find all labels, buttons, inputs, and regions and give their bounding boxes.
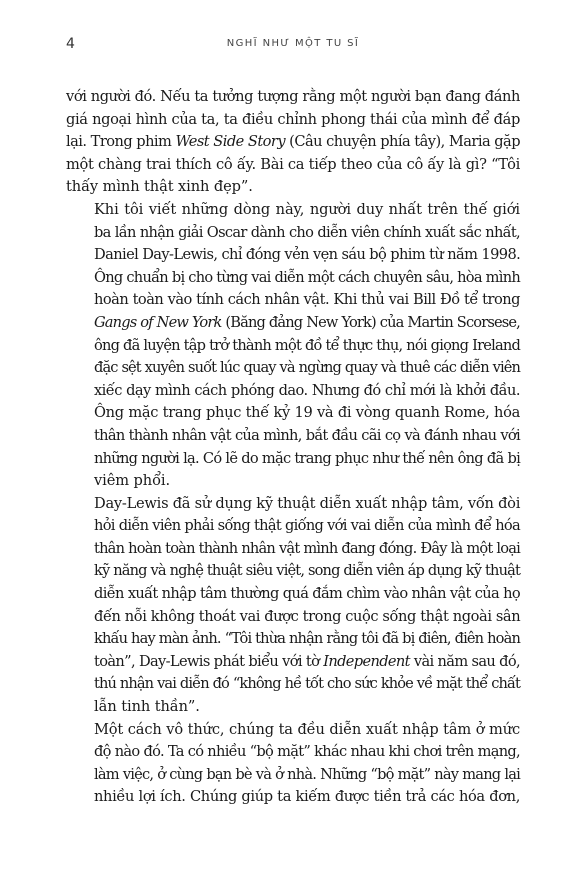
text-line: một chàng trai thích cô ấy. Bài ca tiếp theo của cô ấy là gì? “Tôi [66,155,520,173]
text-line: ba lần nhận giải Oscar dành cho diễn viên chính xuất sắc nhất, [94,223,520,241]
body-text [66,86,520,809]
italic-title: West Side Story [175,133,286,151]
page-header [66,36,520,56]
text-line: lại. Trong phim West Side Story (Câu chuyện phía tây), Maria gặp [66,133,520,151]
text-line: thân thành nhân vật của mình, bắt đầu cãi cọ và đánh nhau với [94,426,520,444]
text-line: Khi tôi viết những dòng này, người duy nhất trên thế giới [94,200,520,218]
text-line: viêm phổi. [94,472,171,490]
running-head: NGHĨ NHƯ MỘT TU SĨ [226,38,360,49]
italic-title: Gangs of New York [94,313,222,331]
italic-title: Independent [323,652,410,670]
text-line: Một cách vô thức, chúng ta đều diễn xuất nhập tâm ở mức [94,720,520,738]
text-line: diễn xuất nhập tâm thường quá đắm chìm vào nhân vật của họ [94,585,520,603]
text-line: ông đã luyện tập trở thành một đồ tể thực thụ, nói giọng Ireland [94,336,520,354]
text-line: làm việc, ở cùng bạn bè và ở nhà. Những “bộ mặt” này mang lại [94,765,520,783]
text-line: Daniel Day-Lewis, chỉ đóng vẻn vẹn sáu bộ phim từ năm 1998. [94,246,521,264]
text-line: toàn”, Day-Lewis phát biểu với tờ Independent vài năm sau đó, [94,652,520,670]
text-line: hỏi diễn viên phải sống thật giống với vai diễn của mình để hóa [94,517,520,535]
text-line: đặc sệt xuyên suốt lúc quay và ngừng quay và thuê các diễn viên [94,359,520,377]
text-line: Ông mặc trang phục thế kỷ 19 và đi vòng quanh Rome, hóa [94,404,520,422]
text-line: độ nào đó. Ta có nhiều “bộ mặt” khác nhau khi chơi trên mạng, [94,743,520,761]
text-line: thú nhận vai diễn đó “không hề tốt cho sức khỏe về mặt thể chất [94,675,520,693]
text-line: thấy mình thật xinh đẹp”. [66,178,253,196]
paragraph [66,86,520,199]
paragraph [66,719,520,809]
page-number: 4 [66,36,75,52]
paragraph [66,199,520,493]
text-line: Gangs of New York (Băng đảng New York) của Martin Scorsese, [94,313,520,331]
text-line: thân hoàn toàn thành nhân vật mình đang đóng. Đây là một loại [94,539,520,557]
text-line: đến nỗi không thoát vai được trong cuộc sống thật ngoài sân [94,607,521,625]
text-line: khấu hay màn ảnh. “Tôi thừa nhận rằng tôi đã bị điên, điên hoàn [94,630,520,648]
text-line: giá ngoại hình của ta, ta điều chỉnh phong thái của mình để đáp [66,110,520,128]
text-line: nhiều lợi ích. Chúng giúp ta kiếm được tiền trả các hóa đơn, [94,788,520,806]
text-line: xiếc dạy mình cách phóng dao. Nhưng đó chỉ mới là khởi đầu. [94,381,520,399]
text-line: Day-Lewis đã sử dụng kỹ thuật diễn xuất nhập tâm, vốn đòi [94,494,521,512]
text-line: lẫn tinh thần”. [94,698,200,716]
text-line: kỹ năng và nghệ thuật siêu việt, song diễn viên áp dụng kỹ thuật [94,562,520,580]
text-line: những người lạ. Có lẽ do mặc trang phục như thế nên ông đã bị [94,449,520,467]
text-line: hoàn toàn vào tính cách nhân vật. Khi thủ vai Bill Đồ tể trong [94,291,520,309]
text-line: Ông chuẩn bị cho từng vai diễn một cách chuyên sâu, hòa mình [94,268,520,286]
text-line: với người đó. Nếu ta tưởng tượng rằng một người bạn đang đánh [66,88,520,105]
paragraph [66,493,520,719]
